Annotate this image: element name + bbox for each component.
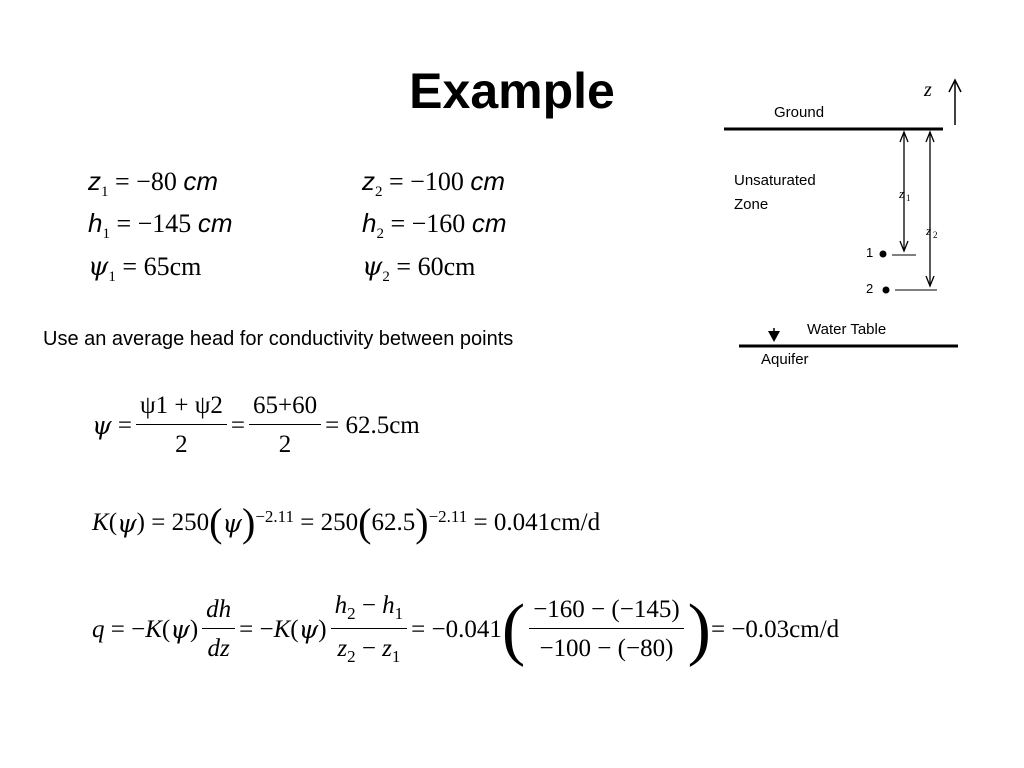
given-z1: $z_1 = -80$ cm (88, 166, 219, 201)
flux-coef: −0.041 (431, 615, 502, 643)
h2-value: −160 (411, 209, 466, 238)
svg-text:1: 1 (906, 193, 911, 203)
z2-value: −100 (410, 167, 464, 196)
psi-sum-denominator: 2 (175, 431, 188, 458)
dh-dz-fraction: $\frac{dh}{dz}$ (202, 596, 235, 663)
conductivity-equation: K ( ψ ) = 250 ( ψ ) $^{-2.11}$ = 250 ( 62.5 ) $^{-2.11}$ = 0.041cm/d (92, 500, 601, 545)
z1-value: −80 (136, 167, 177, 196)
given-psi2: $\psi_2 = 60cm$ (362, 252, 476, 286)
z1-label: z (899, 186, 905, 201)
given-h2: $h_2 = -160$ cm (362, 208, 507, 243)
unsaturated-label: Unsaturated (734, 172, 816, 189)
z-axis-label: z (924, 79, 932, 101)
psi-values-denominator: 2 (278, 431, 292, 458)
point-1-label: 1 (866, 245, 874, 260)
psi-average-equation: ψ = $\frac{\psi 1 + \psi 2}{2}$ = $\frac{65+60}{2}$ = 62.5cm (92, 392, 420, 458)
z2-label: z (926, 223, 932, 238)
zone-label: Zone (734, 196, 769, 213)
given-psi1: $\psi_1 = 65cm$ (88, 252, 202, 286)
slide-title: Example (409, 63, 615, 119)
flux-values-fraction (529, 596, 683, 663)
psi-sum-numerator: ψ1 + ψ2 (136, 392, 227, 425)
ground-label: Ground (774, 104, 825, 121)
conductivity-result: 0.041cm/d (493, 509, 601, 536)
given-z2: $z_2 = -100$ cm (362, 166, 506, 201)
conductivity-psi-value: 62.5 (371, 509, 416, 536)
aquifer-label: Aquifer (761, 351, 809, 368)
flux-values-numerator: −160 − (−145) (529, 596, 683, 629)
psi-values-fraction (249, 392, 321, 459)
water-table-label: Water Table (807, 321, 887, 338)
point-2-marker (883, 287, 890, 294)
flux-values-denominator: −100 − (−80) (539, 635, 674, 662)
water-table-marker (768, 331, 780, 342)
psi1-value: 65cm (143, 252, 202, 281)
psi-values-numerator: 65+60 (249, 392, 321, 425)
conductivity-exponent: −2.11 (255, 507, 295, 526)
given-h1: $h_1 = -145$ cm (88, 208, 233, 243)
h1-value: −145 (137, 209, 192, 238)
soil-profile-diagram (700, 70, 1000, 380)
point-2-label: 2 (866, 281, 874, 296)
psi-sum-fraction (136, 392, 227, 459)
flux-equation: q = − K ( ψ ) $\frac{dh}{dz}$ = − K ( ψ ) $\frac{h_2 - h_1}{z_2 - z_1}$ = −0.041 ( $\frac{-160 - (-145)}{-100 - (-80)}$ ) = −0.03cm/d (92, 590, 840, 668)
conductivity-coef: 250 (171, 509, 210, 536)
psi-average-result: 62.5cm (345, 411, 420, 439)
flux-result: −0.03cm/d (731, 615, 840, 643)
psi2-value: 60cm (417, 252, 476, 281)
head-difference-fraction: $\frac{h_2 - h_1}{z_2 - z_1}$ (331, 592, 408, 667)
point-1-marker (880, 251, 887, 258)
average-head-note: Use an average head for conductivity between points (43, 328, 514, 350)
svg-text:2: 2 (933, 230, 938, 240)
